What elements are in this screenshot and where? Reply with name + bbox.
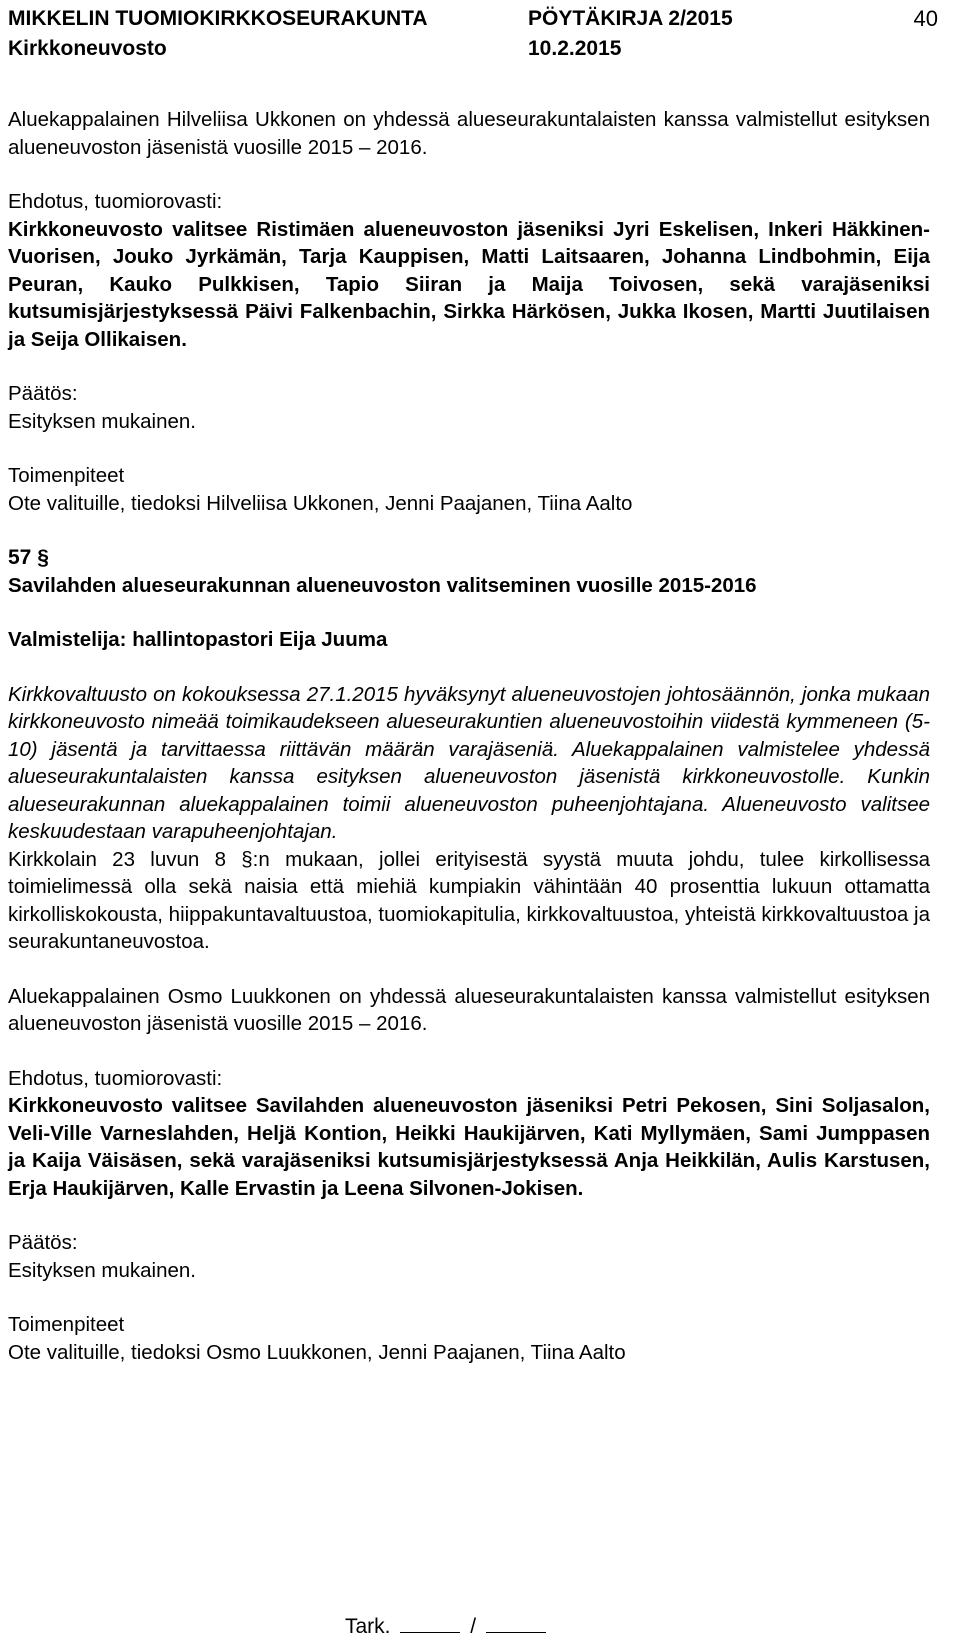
intro-paragraph: Aluekappalainen Hilveliisa Ukkonen on yhdessä alueseurakuntalaisten kanssa valmistellut esityksen alueneuvoston jäsenistä vuosille 2015 – 2016. — [8, 108, 930, 159]
review-footer — [345, 1614, 550, 1639]
background-italic-text: Kirkkovaltuusto on kokouksessa 27.1.2015 hyväksynyt alueneuvostojen johtosäännön, jonka mukaan kirkkoneuvosto nimeää toimikaudekseen alueseurakuntien alueneuvostoihin viidestä kymmeneen (5-10) jäsentä ja tarvittaessa riittävän määrän varajäseniä. Aluekappalainen valmistelee yhdessä alueseurakuntalaisten kanssa esityksen alueneuvoston jäsenistä kirkkoneuvostolle. Kunkin alueseurakunnan aluekappalainen toimii alueneuvoston puheenjohtajana. Alueneuvosto valitsee keskuudestaan varapuheenjohtajan. — [8, 682, 930, 843]
document-title: PÖYTÄKIRJA 2/2015 — [528, 7, 733, 30]
page-header — [8, 4, 938, 64]
decision-text-2: Esityksen mukainen. — [8, 1258, 197, 1282]
section-number: 57 § — [8, 546, 49, 569]
actions-text: Ote valituille, tiedoksi Hilveliisa Ukkonen, Jenni Paajanen, Tiina Aalto — [8, 491, 633, 515]
actions-label: Toimenpiteet — [8, 464, 125, 487]
decision-label: Päätös: — [8, 382, 78, 405]
preparer-line: Valmistelija: hallintopastori Eija Juuma — [8, 628, 388, 651]
meeting-date: 10.2.2015 — [528, 37, 622, 60]
body-name: Kirkkoneuvosto — [8, 37, 167, 60]
church-law-text: Kirkkolain 23 luvun 8 §:n mukaan, jollei erityisestä syystä muuta johdu, tulee kirkollisessa toimielimessä olla sekä naisia että miehiä kumpiakin vähintään 40 prosenttia lukuun ottamatta kirkolliskokousta, hiippakuntavaltuustoa, tuomiokapitulia, kirkkovaltuustoa, yhteistä kirkkovaltuustoa ja seurakuntaneuvostoa. — [8, 847, 930, 953]
proposal-label-2: Ehdotus, tuomiorovasti: — [8, 1066, 223, 1090]
decision-label-2: Päätös: — [8, 1231, 78, 1254]
section-title: Savilahden alueseurakunnan alueneuvoston valitseminen vuosille 2015-2016 — [8, 573, 757, 597]
proposal-label: Ehdotus, tuomiorovasti: — [8, 190, 223, 213]
review-separator: / — [470, 1615, 477, 1638]
organization-name: MIKKELIN TUOMIOKIRKKOSEURAKUNTA — [8, 7, 428, 30]
actions-text-2: Ote valituille, tiedoksi Osmo Luukkonen, Jenni Paajanen, Tiina Aalto — [8, 1340, 626, 1364]
chaplain-paragraph: Aluekappalainen Osmo Luukkonen on yhdessä alueseurakuntalaisten kanssa valmistellut esityksen alueneuvoston jäsenistä vuosille 2015 – 2016. — [8, 984, 930, 1035]
review-label: Tark. — [345, 1615, 391, 1638]
decision-text: Esityksen mukainen. — [8, 409, 197, 433]
actions-label-2: Toimenpiteet — [8, 1313, 125, 1336]
proposal-text: Kirkkoneuvosto valitsee Ristimäen alueneuvoston jäseniksi Jyri Eskelisen, Inkeri Häkkinen-Vuorisen, Jouko Jyrkämän, Tarja Kauppisen, Matti Laitsaaren, Johanna Lindbohmin, Eija Peuran, Kauko Pulkkisen, Tapio Siiran ja Maija Toivosen, sekä varajäseniksi kutsumisjärjestyksessä Päivi Falkenbachin, Sirkka Härkösen, Jukka Ikosen, Martti Juutilaisen ja Seija Ollikaisen. — [8, 217, 930, 351]
page-number: 40 — [913, 6, 938, 31]
proposal-text-2: Kirkkoneuvosto valitsee Savilahden alueneuvoston jäseniksi Petri Pekosen, Sini Soljasalon, Veli-Ville Varneslahden, Heljä Kontion, Heikki Haukijärven, Kati Myllymäen, Sami Jumppasen ja Kaija Väisäsen, sekä varajäseniksi kutsumisjärjestyksessä Anja Heikkilän, Aulis Karstusen, Erja Haukijärven, Kalle Ervastin ja Leena Silvonen-Jokisen. — [8, 1094, 930, 1200]
document-body — [8, 106, 930, 1366]
initials-line-1 — [400, 1614, 460, 1633]
initials-line-2 — [486, 1614, 546, 1633]
